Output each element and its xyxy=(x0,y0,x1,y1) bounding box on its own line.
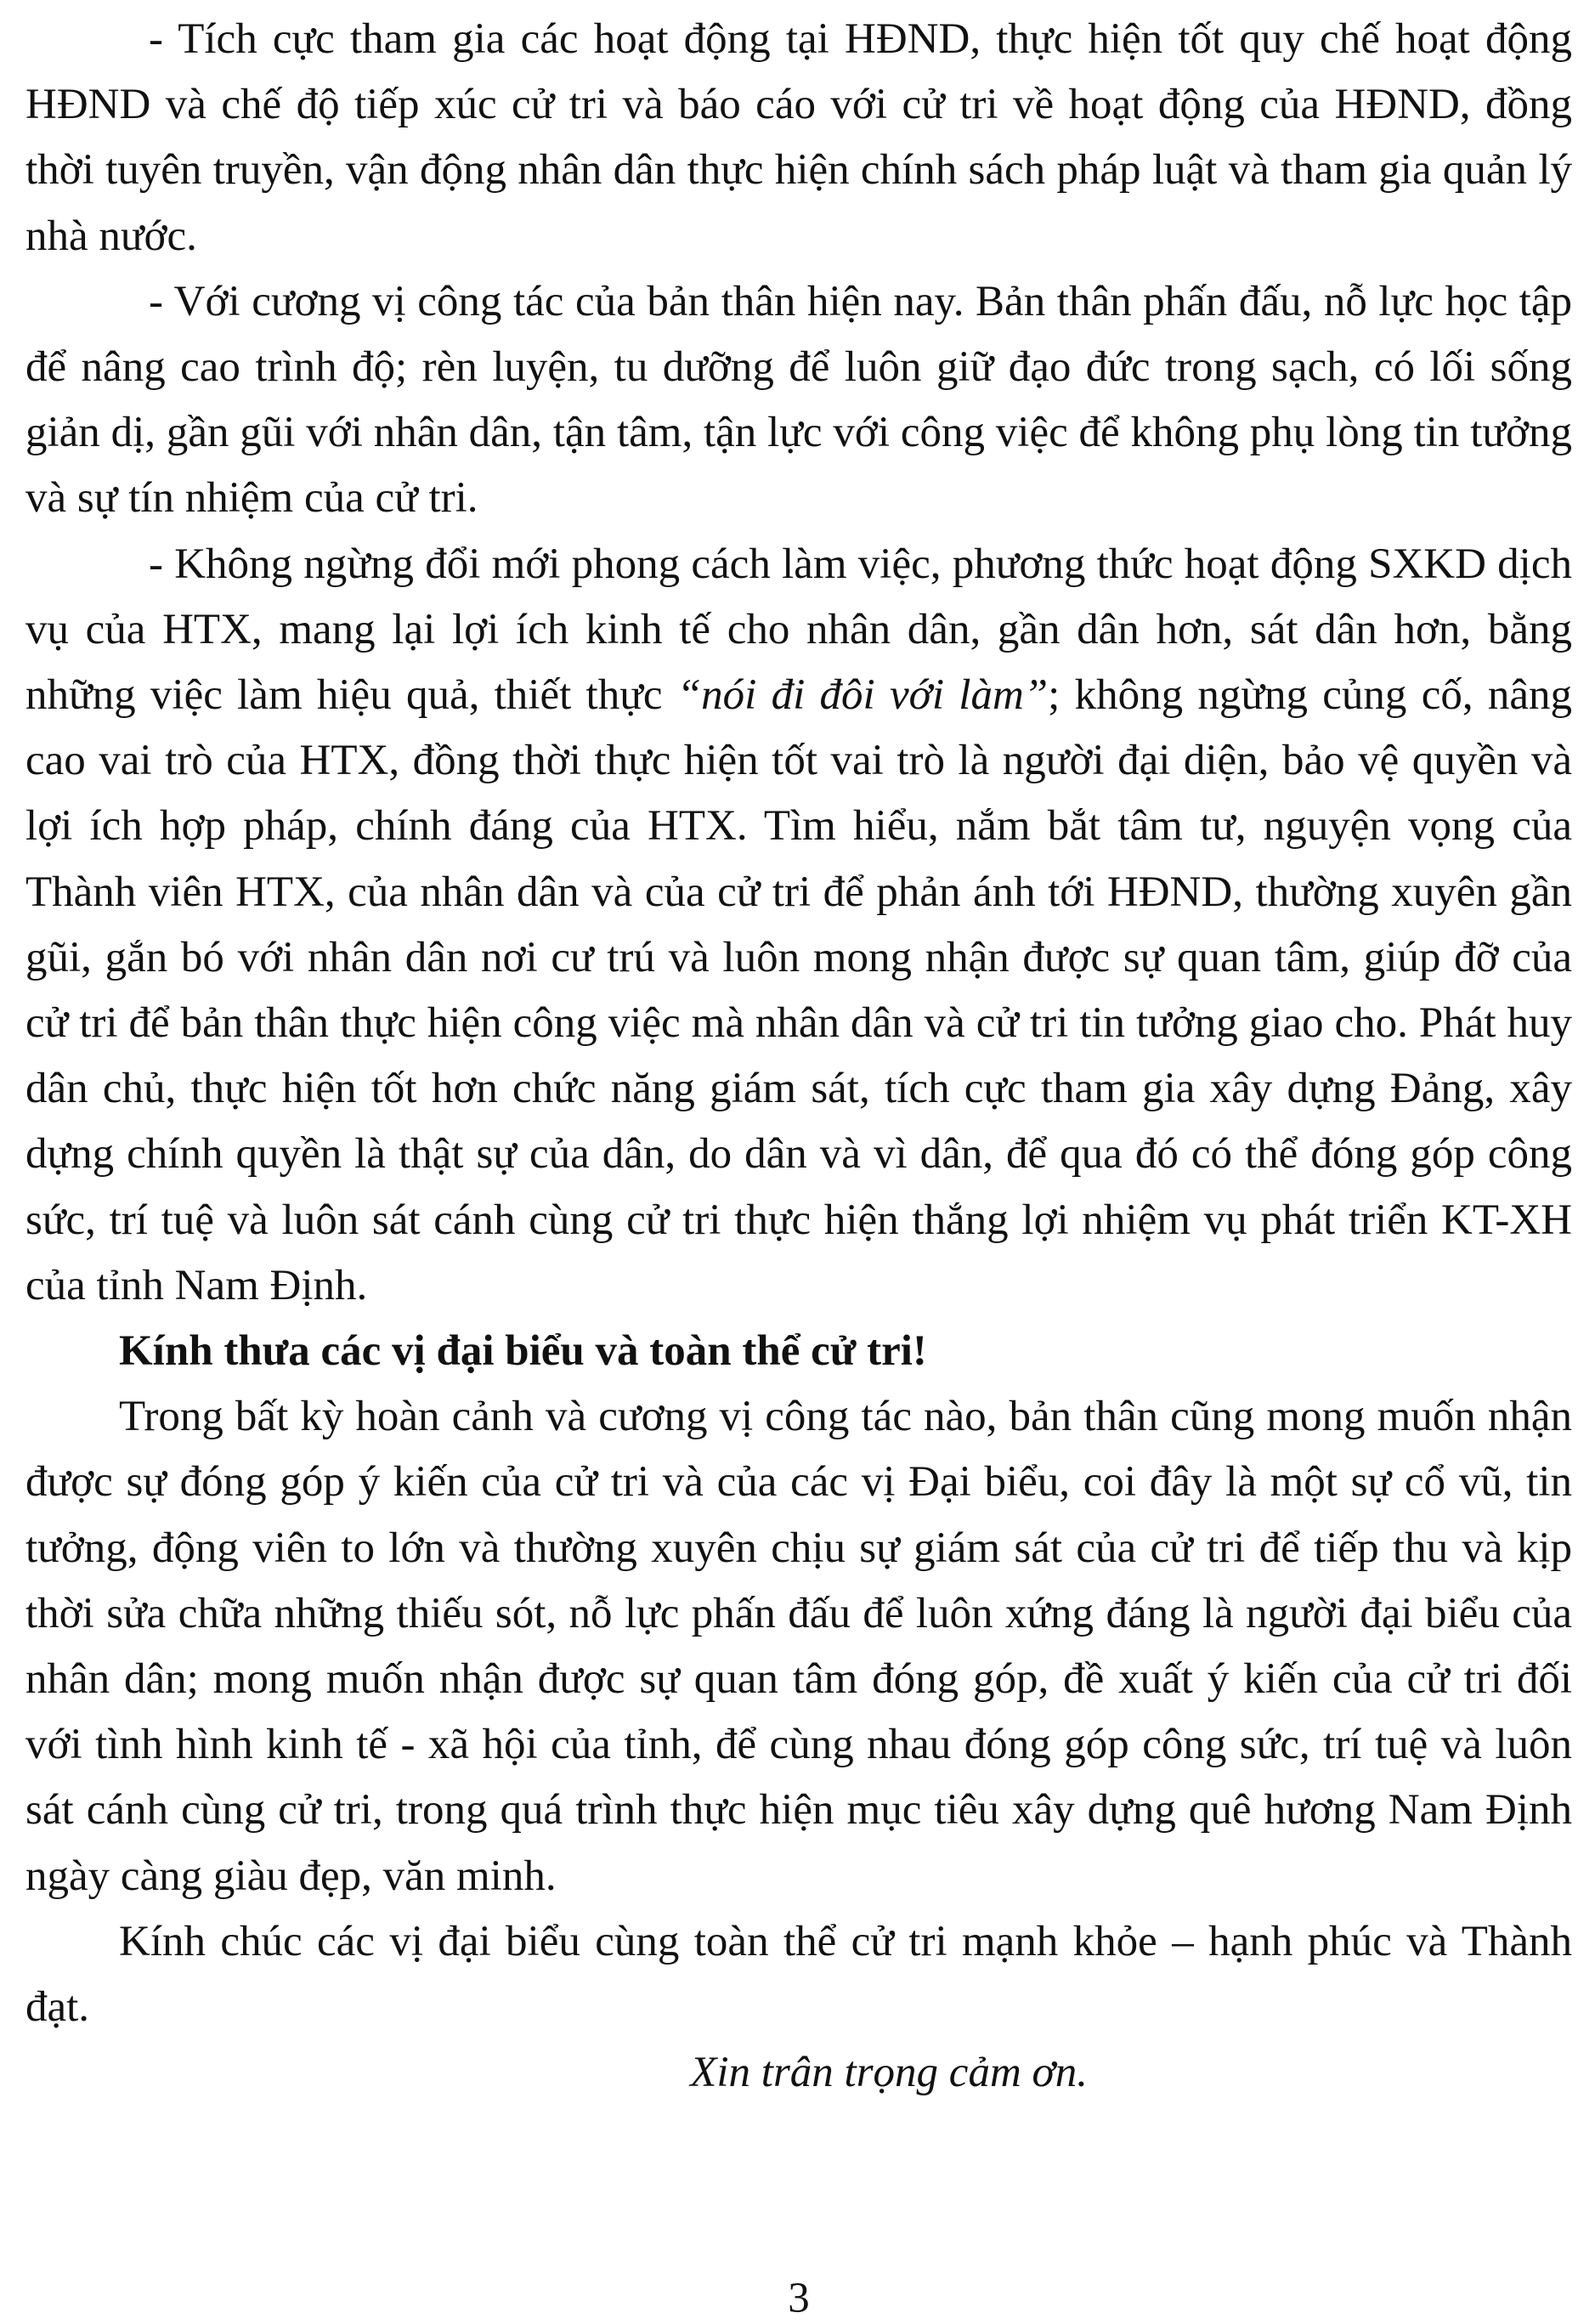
document-page xyxy=(25,0,1573,2322)
closing-thanks: Xin trân trọng cảm ơn. xyxy=(690,2049,1088,2097)
quote-noi-di-doi-voi-lam: “nói đi đôi với làm” xyxy=(676,671,1049,720)
paragraph-htx-part-2: ; không ngừng củng cố, nâng cao vai trò của HTX, đồng thời thực hiện tốt vai trò là người đại diện, bảo vệ quyền và lợi ích hợp pháp, chính đáng của HTX. Tìm hiểu, nắm bắt tâm tư, nguyện vọng của Thành viên HTX, của nhân dân và của cử tri để phản ánh tới HĐND, thường xuyên gần gũi, gắn bó với nhân dân nơi cư trú và luôn mong nhận được sự quan tâm, giúp đỡ của cử tri để bản thân thực hiện công việc mà nhân dân và cử tri tin tưởng giao cho. Phát huy dân chủ, thực hiện tốt hơn chức năng giám sát, tích cực tham gia xây dựng Đảng, xây dựng chính quyền là thật sự của dân, do dân và vì dân, để qua đó có thể đóng góp công sức, trí tuệ và luôn sát cánh cùng cử tri thực hiện thắng lợi nhiệm vụ phát triển KT-XH của tỉnh Nam Định. xyxy=(25,671,1573,1309)
document-body xyxy=(25,7,1572,2106)
paragraph-voter-feedback: Trong bất kỳ hoàn cảnh và cương vị công tác nào, bản thân cũng mong muốn nhận được sự đóng góp ý kiến của cử tri và của các vị Đại biểu, coi đây là một sự cổ vũ, tin tưởng, động viên to lớn và thường xuyên chịu sự giám sát của cử tri để tiếp thu và kịp thời sửa chữa những thiếu sót, nỗ lực phấn đấu để luôn xứng đáng là người đại biểu của nhân dân; mong muốn nhận được sự quan tâm đóng góp, đề xuất ý kiến của cử tri đối với tình hình kinh tế - xã hội của tỉnh, để cùng nhau đóng góp công sức, trí tuệ và luôn sát cánh cùng cử tri, trong quá trình thực hiện mục tiêu xây dựng quê hương Nam Định ngày càng giàu đẹp, văn minh. xyxy=(25,1393,1572,1900)
paragraph-htx-innovation xyxy=(25,532,1572,1319)
paragraph-htx-part-1: - Không ngừng đổi mới phong cách làm việc, phương thức hoạt động SXKD dịch vụ của HTX, mang lại lợi ích kinh tế cho nhân dân, gần dân hơn, sát dân hơn, bằng những việc làm hiệu quả, thiết thực xyxy=(25,540,1572,720)
greeting-heading: Kính thưa các vị đại biểu và toàn thể cử tri! xyxy=(119,1327,927,1376)
page-number: 3 xyxy=(788,2275,810,2322)
paragraph-hdnd-activities: - Tích cực tham gia các hoạt động tại HĐND, thực hiện tốt quy chế hoạt động HĐND và chế độ tiếp xúc cử tri và báo cáo với cử tri về hoạt động của HĐND, đồng thời tuyên truyền, vận động nhân dân thực hiện chính sách pháp luật và tham gia quản lý nhà nước. xyxy=(25,15,1572,260)
paragraph-personal-commitment: - Với cương vị công tác của bản thân hiện nay. Bản thân phấn đấu, nỗ lực học tập để nâng cao trình độ; rèn luyện, tu dưỡng để luôn giữ đạo đức trong sạch, có lối sống giản dị, gần gũi với nhân dân, tận tâm, tận lực với công việc để không phụ lòng tin tưởng và sự tín nhiệm của cử tri. xyxy=(25,277,1572,523)
paragraph-best-wishes: Kính chúc các vị đại biểu cùng toàn thể cử tri mạnh khỏe – hạnh phúc và Thành đạt. xyxy=(25,1917,1572,2032)
